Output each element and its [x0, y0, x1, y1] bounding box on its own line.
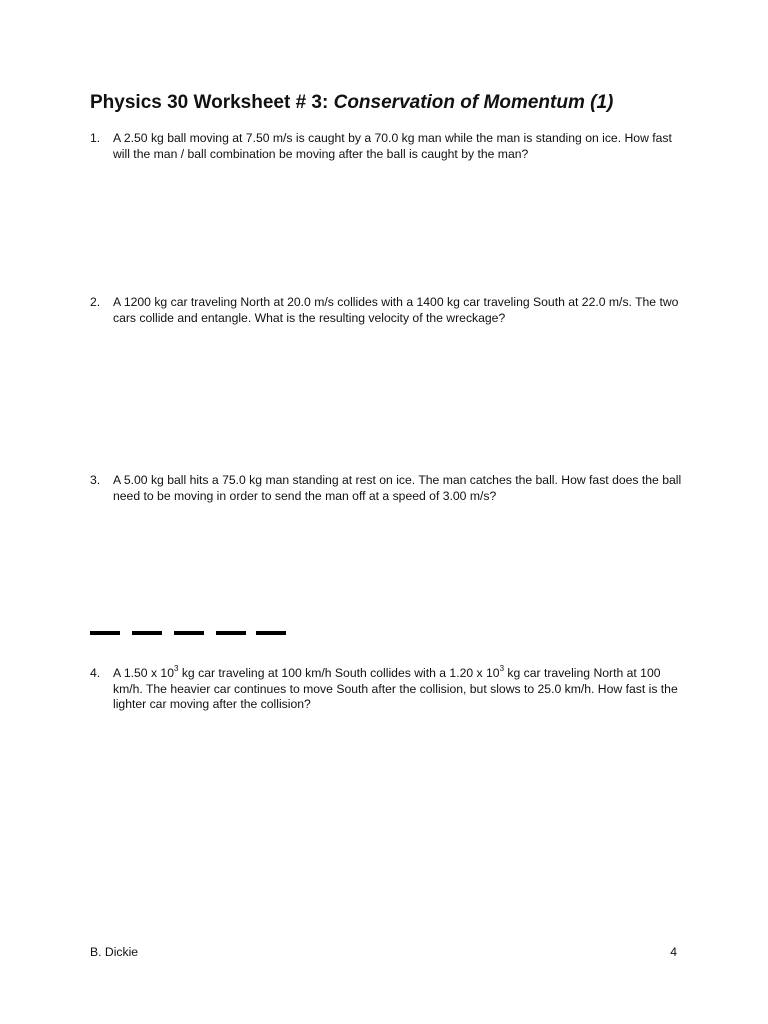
question-text: A 5.00 kg ball hits a 75.0 kg man standing at rest on ice. The man catches the ball. How fast does the ball need to be moving in order to send the man off at a speed of 3.00 m/s? — [113, 473, 682, 503]
title-topic: Conservation of Momentum (1) — [333, 92, 614, 113]
dash-segment — [132, 631, 162, 635]
dash-segment — [216, 631, 246, 635]
question-number: 2. — [90, 295, 101, 309]
question-text: A 2.50 kg ball moving at 7.50 m/s is caught by a 70.0 kg man while the man is standing on ice. How fast will the man / ball combination be moving after the ball is caught by the man? — [113, 131, 672, 161]
dash-segment — [174, 631, 204, 635]
question-4 — [90, 663, 690, 713]
question-text-part: A 1.50 x 10 — [113, 666, 174, 680]
question-2 — [90, 295, 690, 326]
title-prefix: Physics 30 Worksheet # 3: — [90, 92, 334, 113]
footer-page-number: 4 — [670, 945, 677, 959]
page-title — [90, 92, 613, 114]
question-1 — [90, 131, 690, 162]
footer-author: B. Dickie — [90, 945, 139, 959]
question-3 — [90, 473, 690, 504]
dash-segment — [90, 631, 120, 635]
dash-segment — [256, 631, 286, 635]
question-text-part: kg car traveling at 100 km/h South collides with a 1.20 x 10 — [178, 666, 500, 680]
question-number: 3. — [90, 473, 101, 487]
question-text-part: kg car traveling North at 100 km/h. The heavier car continues to move South after the collision, but slows to 25.0 km/h. How fast is the lighter car moving after the collision? — [113, 666, 678, 711]
question-number: 1. — [90, 131, 101, 145]
exponent: 3 — [499, 663, 505, 673]
exponent: 3 — [174, 663, 179, 673]
question-text: A 1200 kg car traveling North at 20.0 m/s collides with a 1400 kg car traveling South at 22.0 m/s. The two cars collide and entangle. What is the resulting velocity of the wreckage? — [113, 295, 679, 325]
question-text — [113, 663, 690, 713]
question-number: 4. — [90, 666, 101, 680]
